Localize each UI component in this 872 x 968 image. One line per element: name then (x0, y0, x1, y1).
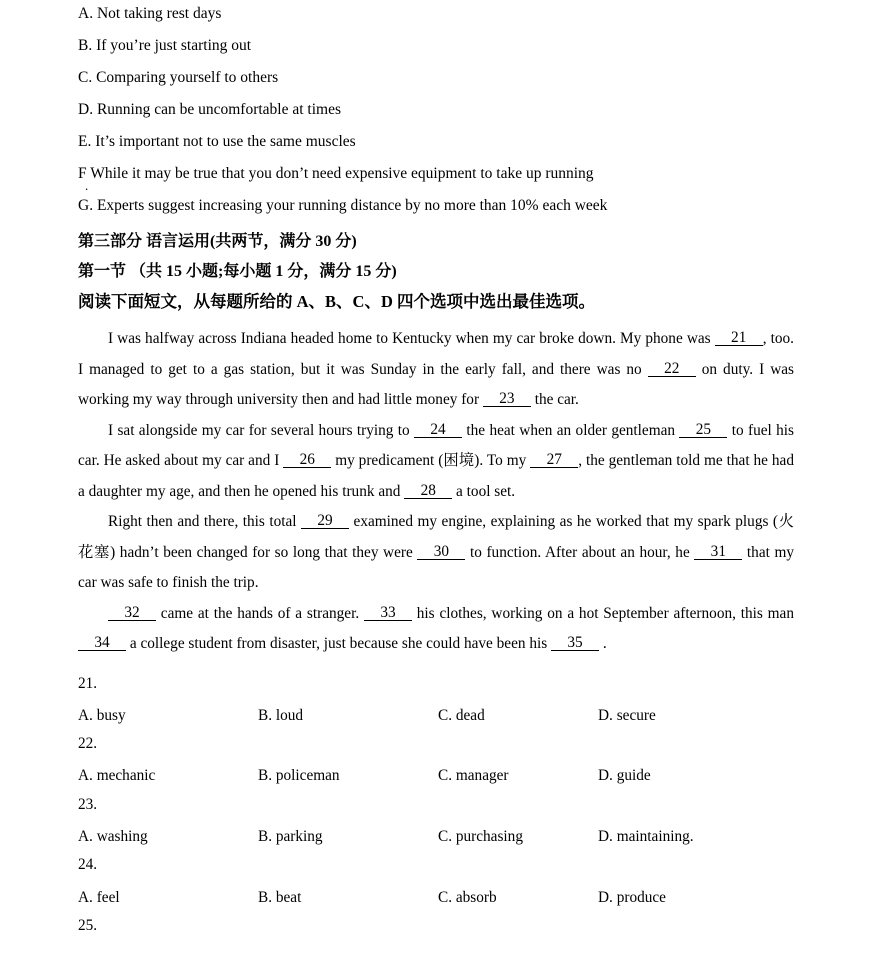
passage-text: I was halfway across Indiana headed home to Kentucky when my car broke down. My phone was (108, 330, 715, 347)
passage-text: came at the hands of a stranger. (156, 604, 364, 622)
question-number: 23. (78, 795, 98, 813)
question-option[interactable]: B. beat (258, 888, 302, 906)
cloze-blank-26[interactable]: 26 (283, 452, 331, 468)
passage-text: , the gentleman told me that he had a daughter my age, and then he opened his trunk and (78, 452, 794, 500)
cloze-blank-34[interactable]: 34 (78, 635, 126, 651)
cloze-blank-23[interactable]: 23 (483, 391, 531, 407)
reading-option-f-dot: . (85, 178, 89, 193)
question-option[interactable]: D. produce (598, 888, 666, 906)
reading-option-b: B. If you’re just starting out (78, 37, 252, 54)
cloze-blank-29[interactable]: 29 (301, 513, 349, 529)
cloze-passage (78, 324, 794, 660)
cloze-blank-21[interactable]: 21 (715, 330, 763, 346)
cloze-blank-25[interactable]: 25 (679, 422, 727, 438)
passage-paragraph (78, 416, 794, 508)
question-option[interactable]: B. loud (258, 706, 304, 724)
question-option[interactable]: B. parking (258, 827, 323, 845)
question-option[interactable]: D. maintaining. (598, 827, 694, 845)
cloze-blank-22[interactable]: 22 (648, 361, 696, 377)
cloze-blank-35[interactable]: 35 (551, 635, 599, 651)
document-content (78, 6, 794, 933)
question-option[interactable]: C. dead (438, 706, 485, 724)
question-number: 25. (78, 916, 98, 934)
passage-paragraph (78, 507, 794, 599)
cloze-blank-30[interactable]: 30 (417, 544, 465, 560)
reading-option-e: E. It’s important not to use the same muscles (78, 133, 356, 150)
question-option[interactable]: C. manager (438, 767, 509, 785)
passage-text: that my car was safe to finish the trip. (78, 543, 794, 591)
reading-option-g: G. Experts suggest increasing your running distance by no more than 10% each week (78, 197, 608, 214)
passage-text: a tool set. (452, 482, 516, 500)
cloze-blank-24[interactable]: 24 (414, 422, 462, 438)
question-options-row (78, 890, 794, 905)
question-options-row (78, 768, 794, 783)
passage-text: . (599, 635, 607, 652)
passage-text: the heat when an older gentleman (462, 421, 680, 439)
cloze-blank-27[interactable]: 27 (530, 452, 578, 468)
question-option[interactable]: B. policeman (258, 767, 340, 785)
question-option[interactable]: A. feel (78, 888, 120, 906)
passage-text: on duty. I was working my way through university then and had little money for (78, 360, 795, 408)
reading-option-a: A. Not taking rest days (78, 5, 222, 22)
question-option[interactable]: A. busy (78, 706, 126, 724)
reading-option-f (78, 165, 794, 193)
section-heading: 第三部分 语言运用(共两节，满分 30 分) (78, 232, 357, 250)
cloze-blank-32[interactable]: 32 (108, 605, 156, 621)
passage-text: to fuel his car. He asked about my car and I (78, 421, 794, 469)
reading-option-d: D. Running can be uncomfortable at times (78, 101, 342, 118)
question-option[interactable]: D. secure (598, 706, 656, 724)
cloze-blank-28[interactable]: 28 (404, 483, 452, 499)
passage-text: the car. (530, 391, 579, 408)
question-option[interactable]: A. mechanic (78, 767, 156, 785)
passage-text: a college student from disaster, just because she could have been his (126, 635, 552, 652)
question-number: 21. (78, 674, 98, 692)
reading-option-f-text: F While it may be true that you don’t need expensive equipment to take up running (78, 165, 594, 182)
question-number: 22. (78, 735, 98, 753)
reading-option-c: C. Comparing yourself to others (78, 69, 279, 86)
question-option[interactable]: D. guide (598, 767, 651, 785)
passage-text: , too. I managed to get to a gas station, but it was Sunday in the early fall, and there was no (78, 330, 794, 378)
passage-text: his clothes, working on a hot September afternoon, this man (411, 604, 794, 622)
question-options-row (78, 708, 794, 723)
passage-text: to function. After about an hour, he (465, 543, 695, 561)
passage-text: Right then and there, this total (108, 513, 302, 530)
passage-text: I sat alongside my car for several hours trying to (108, 421, 415, 439)
passage-text: examined my engine, explaining as he worked that my spark plugs (火花塞) hadn’t been changed for so long that they were (78, 513, 794, 561)
question-number: 24. (78, 856, 98, 874)
passage-text: my predicament (困境). To my (331, 452, 531, 469)
cloze-blank-31[interactable]: 31 (694, 544, 742, 560)
question-option[interactable]: C. purchasing (438, 827, 523, 845)
question-option[interactable]: A. washing (78, 827, 148, 845)
passage-paragraph (78, 324, 794, 416)
cloze-blank-33[interactable]: 33 (364, 605, 412, 621)
instruction-text: 阅读下面短文，从每题所给的 A、B、C、D 四个选项中选出最佳选项。 (78, 291, 596, 311)
passage-paragraph (78, 599, 794, 660)
subsection-heading: 第一节 （共 15 小题;每小题 1 分，满分 15 分) (78, 262, 397, 280)
question-list (78, 676, 794, 934)
question-options-row (78, 829, 794, 844)
question-option[interactable]: C. absorb (438, 888, 497, 906)
